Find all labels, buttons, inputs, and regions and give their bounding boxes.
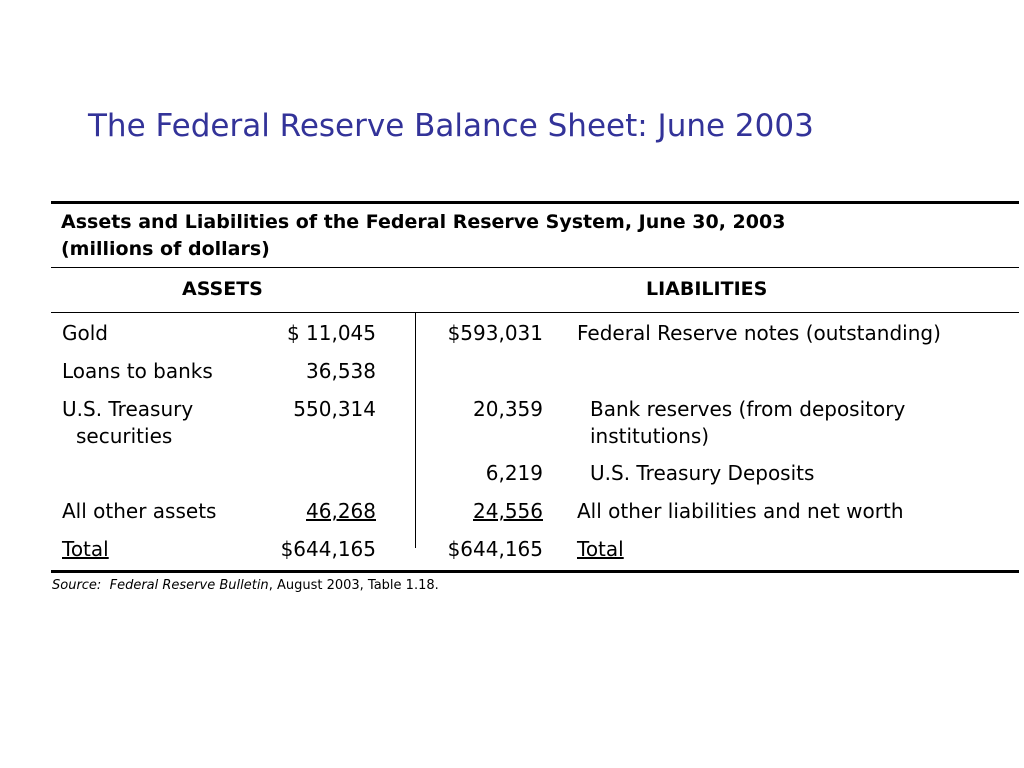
liability-label-notes: Federal Reserve notes (outstanding) [577,321,941,345]
asset-label-gold: Gold [62,321,108,345]
table-bottom-rule [51,570,1019,573]
liability-value-total: $644,165 [447,537,543,561]
caption-divider [51,267,1019,268]
liability-label-reserves-line2: institutions) [590,424,710,448]
asset-value-treasury: 550,314 [293,397,376,421]
liability-value-notes: $593,031 [447,321,543,345]
balance-sheet-table [51,201,1019,573]
liability-label-other: All other liabilities and net worth [577,499,904,523]
table-caption-line1: Assets and Liabilities of the Federal Reserve System, June 30, 2003 [61,211,786,233]
asset-label-treasury-line2: securities [76,424,173,448]
asset-label-treasury-line1: U.S. Treasury [62,397,194,421]
liability-value-treasury-deposits: 6,219 [485,461,543,485]
source-rest: , August 2003, Table 1.18. [268,578,439,593]
source-label: Source: [52,578,102,593]
table-caption [61,209,785,263]
liabilities-header: LIABILITIES [646,278,768,300]
source-note [52,578,439,593]
asset-value-other: 46,268 [306,499,376,523]
asset-value-gold: $ 11,045 [286,321,376,345]
asset-value-loans: 36,538 [306,359,376,383]
header-divider [51,312,1019,313]
liability-label-treasury-deposits: U.S. Treasury Deposits [590,461,815,485]
table-top-rule [51,201,1019,204]
table-caption-line2: (millions of dollars) [61,238,270,260]
liability-value-other: 24,556 [473,499,543,523]
liability-value-reserves: 20,359 [473,397,543,421]
liability-label-reserves-line1: Bank reserves (from depository [590,397,906,421]
liability-label-total: Total [577,537,624,561]
assets-header: ASSETS [182,278,263,300]
source-publication: Federal Reserve Bulletin [109,578,269,593]
asset-value-total: $644,165 [280,537,376,561]
asset-label-loans: Loans to banks [62,359,213,383]
asset-label-total: Total [62,537,109,561]
column-divider [415,312,416,548]
asset-label-other: All other assets [62,499,217,523]
page-title: The Federal Reserve Balance Sheet: June 2003 [88,108,814,144]
